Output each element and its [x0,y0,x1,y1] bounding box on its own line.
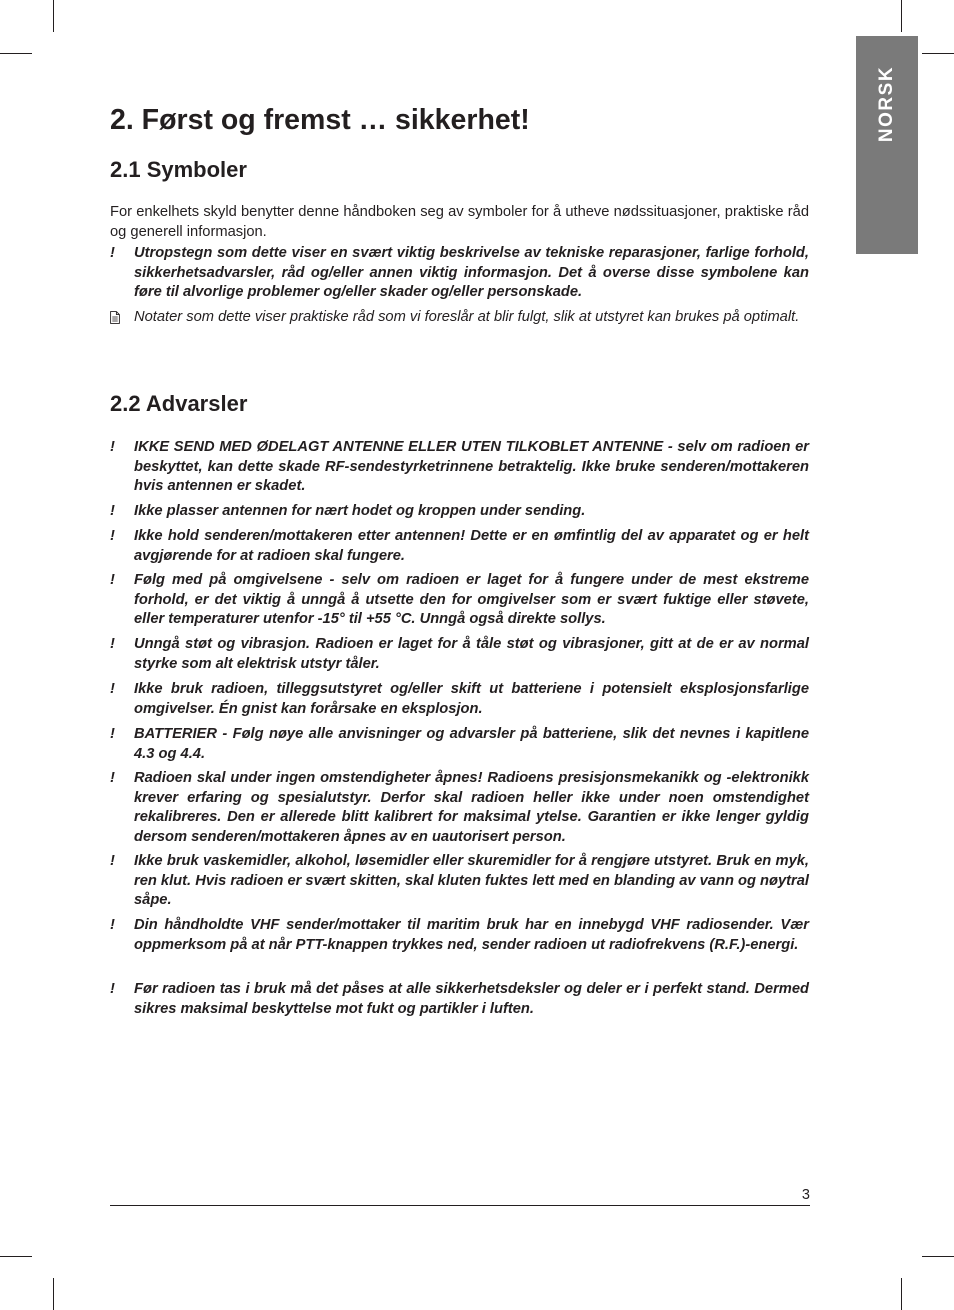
exclamation-icon: ! [110,528,115,544]
crop-mark [53,0,54,32]
crop-mark [0,53,32,54]
warning-symbol-text: Utropstegn som dette viser en svært viktig beskrivelse av tekniske reparasjoner, farlige forhold, sikkerhetsadvarsler, råd og/eller annen viktig informasjon. Det å overse disse symbolene kan føre til alvorlige problemer og/eller skader og/eller personskade. [134,245,809,301]
list-item [110,916,809,955]
list-item [110,502,809,522]
warning-item-text: IKKE SEND MED ØDELAGT ANTENNE ELLER UTEN TILKOBLET ANTENNE - selv om radioen er beskyttet, kan dette skade RF-sendestyrketrinnene betraktelig. Ikke bruke senderen/mottakeren hvis antennen er skadet. [134,439,809,495]
warning-item-text: Din håndholdte VHF sender/mottaker til maritim bruk har en innebygd VHF radiosender. Vær oppmerksom på at når PTT-knappen trykkes ned, sender radioen ut radiofrekvens (R.F.)-energi. [134,917,809,953]
list-item [110,769,809,847]
footer-divider [110,1205,810,1206]
warning-item-text: BATTERIER - Følg nøye alle anvisninger og advarsler på batteriene, slik det nevnes i kapitlene 4.3 og 4.4. [134,726,809,762]
section-heading-warnings: 2.2 Advarsler [110,391,248,416]
list-item [110,852,809,911]
warning-item-text: Radioen skal under ingen omstendigheter åpnes! Radioens presisjonsmekanikk og -elektronikk krever erfaring og spesialutstyr. Derfor skal radioen heller ikke under noen omstendighet rekalibreres. Den er allerede blitt kalibrert for maksimal ytelse. Garantien er ikke lenger gyldig dersom senderen/mottakeren åpnes av en uautorisert person. [134,770,809,845]
list-item [110,980,809,1019]
list-item [110,680,809,719]
crop-mark [901,0,902,32]
list-item [110,635,809,674]
exclamation-icon: ! [110,981,115,997]
exclamation-icon: ! [110,770,115,786]
exclamation-icon: ! [110,572,115,588]
warning-item-text: Unngå støt og vibrasjon. Radioen er laget for å tåle støt og vibrasjoner, gitt at de er av normal styrke som alt elektrisk utstyr tåler. [134,636,809,672]
list-item [110,725,809,764]
page-title: 2. Først og fremst … sikkerhet! [110,104,530,136]
warning-item-text: Ikke bruk radioen, tilleggsutstyret og/eller skift ut batteriene i potensielt eksplosjonsfarlige omgivelser. Én gnist kan forårsake en eksplosjon. [134,681,809,717]
page-number: 3 [801,1187,810,1203]
exclamation-icon: ! [110,681,115,697]
section-heading-symbols: 2.1 Symboler [110,157,247,182]
language-tab-label: NORSK [876,65,897,143]
exclamation-icon: ! [110,636,115,652]
crop-mark [53,1278,54,1310]
warning-item-text: Følg med på omgivelsene - selv om radioen er laget for å fungere under de mest ekstreme forhold, er det viktig å unngå å utsette den for omgivelser som er svært fuktige eller støvete, eller temperaturer utenfor -15° til +55 °C. Unngå også direkte sollys. [134,572,809,628]
exclamation-icon: ! [110,917,115,933]
warning-item-text: Ikke plasser antennen for nært hodet og kroppen under sending. [134,503,586,519]
exclamation-icon: ! [110,439,115,455]
note-symbol-text: Notater som dette viser praktiske råd som vi foreslår at blir fulgt, slik at utstyret kan brukes på optimalt. [134,309,800,325]
language-tab [856,36,918,254]
crop-mark [922,53,954,54]
warning-item-text: Ikke hold senderen/mottakeren etter antennen! Dette er en ømfintlig del av apparatet og er helt avgjørende for at radioen skal fungere. [134,528,809,564]
symbols-intro-paragraph: For enkelhets skyld benytter denne håndboken seg av symboler for å utheve nødssituasjoner, praktiske råd og generell informasjon. [110,204,809,240]
list-item [110,571,809,630]
crop-mark [0,1256,32,1257]
note-page-icon [110,311,120,324]
crop-mark [901,1278,902,1310]
exclamation-icon: ! [110,726,115,742]
warning-symbol-explanation [110,244,809,303]
warning-item-text: Før radioen tas i bruk må det påses at alle sikkerhetsdeksler og deler er i perfekt stand. Dermed sikres maksimal beskyttelse mot fukt og partikler i luften. [134,981,809,1017]
note-symbol-explanation [110,308,809,328]
list-item [110,438,809,497]
warning-item-text: Ikke bruk vaskemidler, alkohol, løsemidler eller skuremidler for å rengjøre utstyret. Bruk en myk, ren klut. Hvis radioen er svært skitten, skal kluten fuktes lett med en blanding av vann og nøytral såpe. [134,853,809,909]
crop-mark [922,1256,954,1257]
exclamation-icon: ! [110,503,115,519]
exclamation-icon: ! [110,853,115,869]
exclamation-icon: ! [110,245,115,261]
list-item [110,527,809,566]
